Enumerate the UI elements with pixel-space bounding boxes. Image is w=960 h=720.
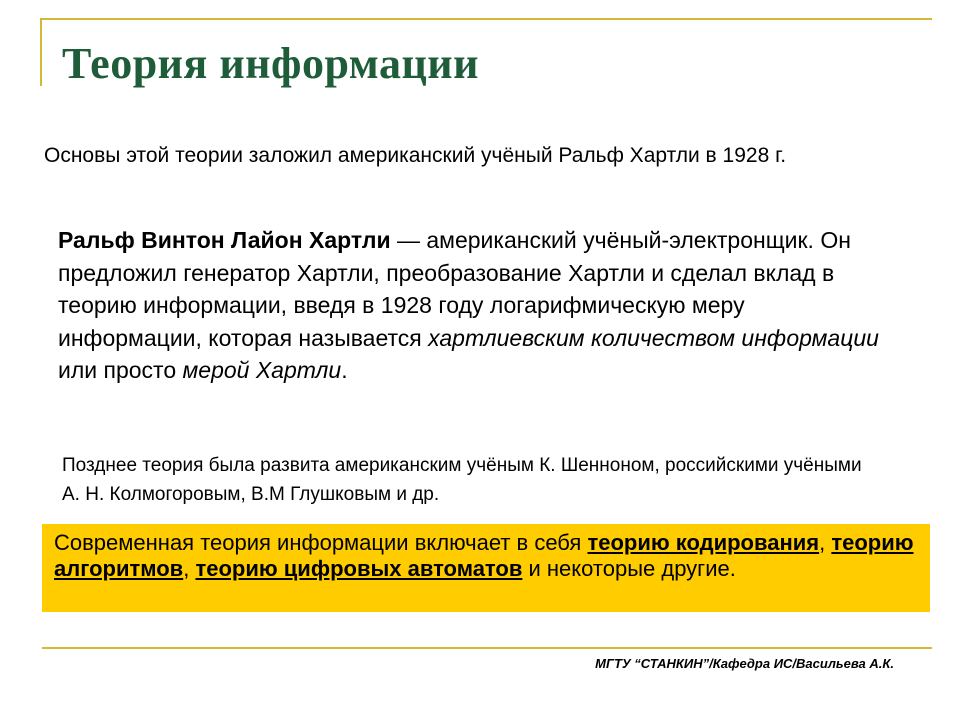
left-frame-line [40,18,42,86]
footer-divider [42,647,932,649]
footer-credit: МГТУ “СТАНКИН”/Кафедра ИС/Васильева А.К. [595,656,894,671]
intro-paragraph: Основы этой теории заложил американский учёный Ральф Хартли в 1928 г. [44,144,787,167]
later-development-paragraph: Позднее теория была развита американским учёным К. Шенноном, российскими учёными А. Н. Колмогоровым, В.М Глушковым и др. [62,455,862,505]
highlight-sep-1: , [819,530,832,555]
bio-term-hartley-quantity: хартлиевским количеством информации [428,324,879,351]
bio-text-1: — американский учёный-электронщик. Он предложил генератор Хартли, преобразование Хартли и сделал вклад в теорию информации, введя в 1928 году логарифмическую меру информации, которая называется [58,227,851,351]
bio-name: Ральф Винтон Лайон Хартли [58,227,391,253]
link-coding-theory[interactable]: теорию кодирования [587,530,820,555]
slide-title: Теория информации [62,39,480,88]
highlight-paragraph [54,530,924,581]
bio-term-hartley-measure: мерой Хартли [182,357,342,383]
link-digital-automata-theory[interactable]: теорию цифровых автоматов [195,555,523,581]
bio-paragraph [58,224,888,387]
bio-text-3: . [341,357,348,383]
highlight-sep-2: , [183,555,196,581]
link-algorithm-theory[interactable]: теорию алгоритмов [54,530,914,581]
highlight-text-1: Современная теория информации включает в себя [54,530,588,555]
highlight-text-2: и некоторые другие. [522,555,736,581]
top-frame-line [40,18,932,20]
bio-text-2: или просто [58,357,183,383]
